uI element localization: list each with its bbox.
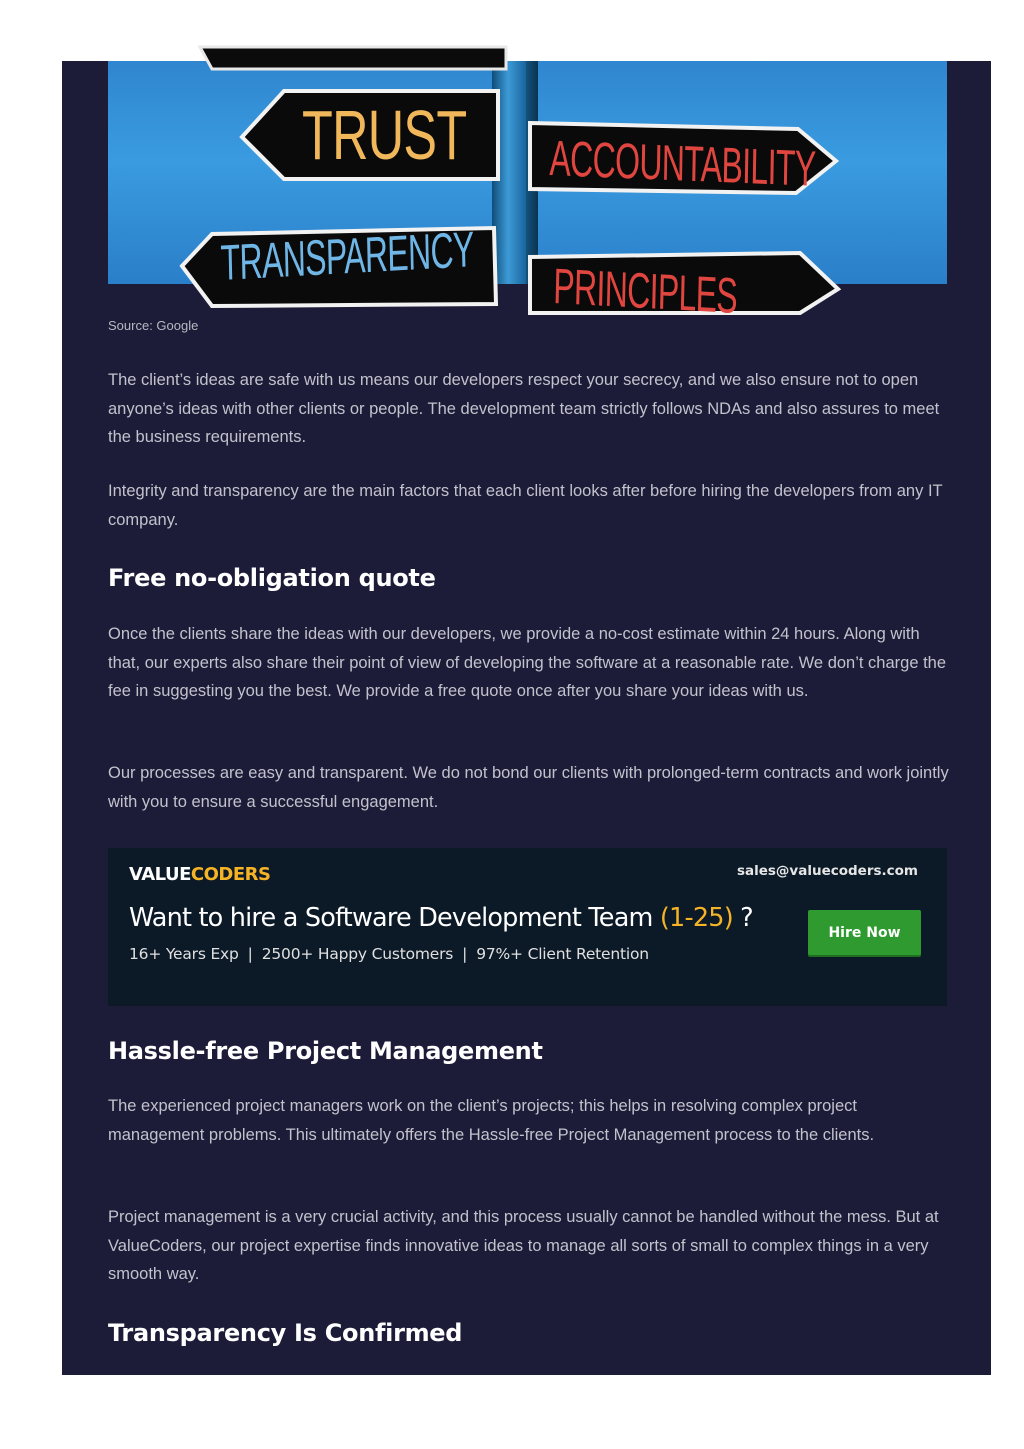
sign-top-edge xyxy=(188,47,518,75)
paragraph-client-ideas-safe: The client’s ideas are safe with us means our developers respect your secrecy, and we also ensure not to open anyone’s ideas with other clients or people. The development team strictly follows NDAs and also assures to meet the business requirements. xyxy=(108,371,940,446)
sign-principles: PRINCIPLES xyxy=(528,253,840,313)
sign-transparency: TRANSPARENCY xyxy=(178,226,500,306)
sales-email[interactable]: sales@valuecoders.com xyxy=(736,863,918,879)
stat-client-retention: 97%+ Client Retention xyxy=(476,945,649,963)
sign-accountability: ACCOUNTABILITY xyxy=(528,119,840,195)
heading-transparency-confirmed: Transparency Is Confirmed xyxy=(108,1319,463,1347)
hire-team-banner-ad[interactable] xyxy=(108,848,947,1006)
valuecoders-logo: VALUECODERS xyxy=(129,864,271,885)
image-source-caption: Source: Google xyxy=(108,318,199,333)
stat-years-exp: 16+ Years Exp xyxy=(129,945,239,963)
stat-separator: | xyxy=(462,945,468,963)
hero-image-signpost xyxy=(108,61,947,324)
banner-headline: Want to hire a Software Development Team (1-25) ? xyxy=(129,903,753,933)
stat-separator: | xyxy=(247,945,253,963)
article-panel xyxy=(62,61,991,1375)
hire-now-button[interactable]: Hire Now xyxy=(808,910,921,955)
sign-trust: TRUST xyxy=(240,87,502,183)
paragraph-experienced-pms: The experienced project managers work on the client’s projects; this helps in resolving complex project management problems. This ultimately offers the Hassle-free Project Management process to the clients. xyxy=(108,1097,875,1144)
paragraph-pm-crucial: Project management is a very crucial activity, and this process usually cannot be handled without the mess. But at ValueCoders, our project expertise finds innovative ideas to manage all sorts of small to complex things in a very smooth way. xyxy=(108,1208,939,1283)
stat-happy-customers: 2500+ Happy Customers xyxy=(261,945,454,963)
banner-stats xyxy=(129,945,649,963)
heading-free-quote: Free no-obligation quote xyxy=(108,564,436,592)
paragraph-easy-processes: Our processes are easy and transparent. We do not bond our clients with prolonged-term contracts and work jointly with you to ensure a successful engagement. xyxy=(108,764,949,811)
paragraph-no-cost-estimate: Once the clients share the ideas with our developers, we provide a no-cost estimate within 24 hours. Along with that, our experts also share their point of view of developing the software at a reasonable rate. We don’t charge the fee in suggesting you the best. We provide a free quote once after you share your ideas with us. xyxy=(108,625,947,700)
paragraph-integrity-transparency: Integrity and transparency are the main factors that each client looks after before hiring the developers from any IT company. xyxy=(108,482,943,529)
heading-hassle-free-pm: Hassle-free Project Management xyxy=(108,1037,543,1065)
